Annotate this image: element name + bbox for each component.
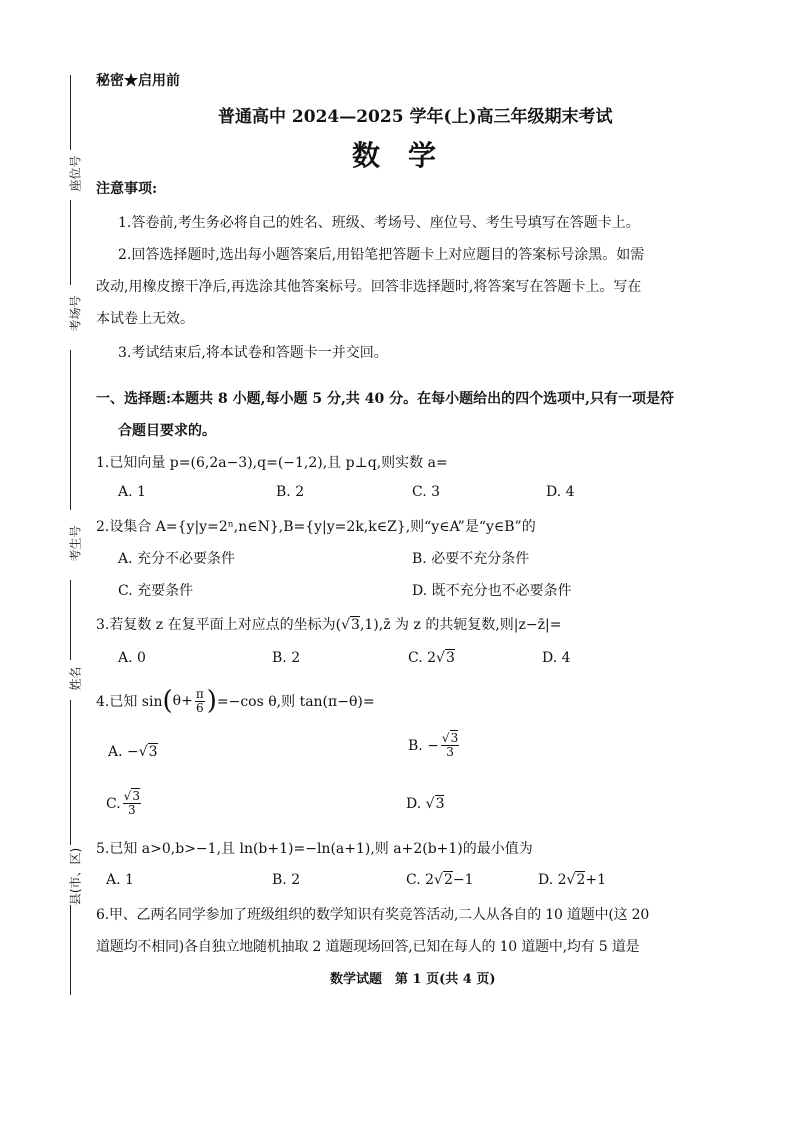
question-4-option-c [106, 790, 143, 817]
question-4-stem-start: 4.已知 sin [96, 694, 163, 710]
question-4-option-d-prefix: D. [406, 796, 422, 812]
section-1-instructions-cont: 合题目要求的。 [118, 423, 216, 439]
binding-line-2 [70, 350, 71, 510]
question-3-stem-start: 3.若复数 z 在复平面上对应点的坐标为( [96, 617, 342, 633]
sqrt-sign: √ [434, 872, 443, 888]
question-4-option-a-prefix: A. − [108, 744, 139, 760]
question-3-stem-end: ,1),z̄ 为 z 的共轭复数,则|z−z̄|= [359, 617, 562, 633]
question-1-option-b: B. 2 [276, 484, 305, 500]
notice-item-2-line-3: 本试卷上无效。 [96, 311, 194, 327]
left-paren: ( [162, 686, 173, 716]
question-4-stem [96, 686, 375, 716]
question-1-option-a: A. 1 [118, 484, 146, 500]
sqrt-sign: √ [425, 796, 435, 812]
notice-item-2-line-2: 改动,用橡皮擦干净后,再选涂其他答案标号。回答非选择题时,将答案写在答题卡上。写在 [96, 279, 642, 295]
question-4-stem-end: =−cos θ,则 tan(π−θ)= [216, 694, 375, 710]
question-3-stem [96, 614, 561, 634]
fraction-numerator: π [195, 686, 204, 701]
question-3-option-b: B. 2 [272, 650, 301, 666]
binding-line-5 [70, 905, 71, 995]
question-4-option-b [408, 732, 461, 759]
question-1-option-c: C. 3 [412, 484, 441, 500]
notice-item-1: 1.答卷前,考生务必将自己的姓名、班级、考场号、座位号、考生号填写在答题卡上。 [118, 215, 640, 231]
question-2-option-b: B. 必要不充分条件 [412, 551, 530, 567]
notice-heading: 注意事项: [96, 181, 158, 197]
question-5-option-d-radicand: 2 [576, 872, 586, 888]
question-4-option-b-radicand: 3 [450, 731, 459, 745]
question-5-stem: 5.已知 a>0,b>−1,且 ln(b+1)=−ln(a+1),则 a+2(b+1)的最小值为 [96, 841, 533, 857]
binding-line-4 [70, 700, 71, 845]
question-2-stem: 2.设集合 A={y|y=2ⁿ,n∈N},B={y|y=2k,k∈Z},则“y∈A”是“y∈B”的 [96, 519, 536, 535]
question-1-stem: 1.已知向量 p=(6,2a−3),q=(−1,2),且 p⊥q,则实数 a= [96, 455, 448, 471]
name-label: 姓名 [68, 666, 83, 691]
question-5-option-a: A. 1 [106, 872, 134, 888]
question-4-theta-plus: θ+ [172, 693, 193, 709]
secret-mark: 秘密★启用前 [96, 73, 180, 89]
county-label: 县(市、区) [68, 847, 83, 906]
sqrt-sign: √ [436, 650, 445, 666]
fraction-denominator: 3 [446, 745, 454, 759]
question-5-option-d [538, 872, 606, 888]
question-4-option-b-prefix: B. − [408, 737, 439, 754]
right-paren: ) [206, 686, 217, 716]
room-label: 考场号 [68, 295, 83, 332]
sqrt-sign: √ [441, 731, 450, 745]
question-4-option-b-fraction [441, 732, 459, 759]
question-2-option-c: C. 充要条件 [118, 583, 194, 599]
question-2-option-a: A. 充分不必要条件 [118, 551, 236, 567]
question-4-option-a-radicand: 3 [148, 744, 158, 760]
fraction-denominator: 3 [128, 803, 136, 817]
fraction-denominator: 6 [195, 700, 204, 715]
binding-line-top [70, 75, 71, 150]
question-3-option-d: D. 4 [542, 650, 571, 666]
subject-title: 数 学 [352, 139, 437, 172]
question-3-stem-radicand: 3 [351, 617, 360, 633]
question-4-option-d-radicand: 3 [435, 796, 445, 812]
sqrt-sign: √ [123, 789, 132, 803]
question-4-option-c-radicand: 3 [132, 789, 140, 803]
question-3-option-c-radicand: 3 [445, 650, 455, 666]
question-5-option-c-suffix: −1 [452, 872, 474, 888]
question-4-option-c-fraction [123, 790, 141, 817]
sqrt-sign: √ [341, 617, 351, 633]
question-1-option-d: D. 4 [546, 484, 575, 500]
page-footer: 数学试题 第 1 页(共 4 页) [330, 972, 496, 987]
question-2-option-d: D. 既不充分也不必要条件 [412, 583, 572, 599]
pi-over-six-fraction [195, 688, 205, 715]
question-5-option-b: B. 2 [272, 872, 301, 888]
sqrt-sign: √ [138, 744, 148, 760]
exam-title: 普通高中 2024—2025 学年(上)高三年级期末考试 [218, 107, 613, 127]
question-5-option-d-suffix: +1 [585, 872, 607, 888]
sqrt-sign: √ [566, 872, 576, 888]
notice-item-2-line-1: 2.回答选择题时,选出每小题答案后,用铅笔把答题卡上对应题目的答案标号涂黑。如需 [118, 247, 645, 263]
question-4-option-d [406, 796, 444, 812]
question-5-option-c-prefix: C. 2 [406, 872, 435, 888]
question-5-option-c-radicand: 2 [443, 872, 453, 888]
question-4-option-a [108, 744, 158, 760]
fraction-numerator [123, 790, 141, 804]
question-5-option-c [406, 872, 474, 888]
question-4-option-c-prefix: C. [106, 795, 121, 812]
question-3-option-a: A. 0 [118, 650, 146, 666]
fraction-numerator [441, 732, 459, 746]
question-3-option-c-prefix: C. 2 [408, 650, 437, 666]
question-6-line-1: 6.甲、乙两名同学参加了班级组织的数学知识有奖竞答活动,二人从各自的 10 道题中(这 20 [96, 907, 650, 923]
binding-line-1 [70, 200, 71, 285]
seat-label: 座位号 [68, 155, 83, 192]
question-6-line-2: 道题均不相同)各自独立地随机抽取 2 道题现场回答,已知在每人的 10 道题中,均有 5 道是 [96, 939, 640, 955]
student-label: 考生号 [68, 525, 83, 562]
question-5-option-d-prefix: D. 2 [538, 872, 567, 888]
notice-item-3: 3.考试结束后,将本试卷和答题卡一并交回。 [118, 345, 388, 361]
question-3-option-c [408, 650, 455, 666]
section-1-instructions: 一、选择题:本题共 8 小题,每小题 5 分,共 40 分。在每小题给出的四个选项中,只有一项是符 [96, 391, 674, 407]
